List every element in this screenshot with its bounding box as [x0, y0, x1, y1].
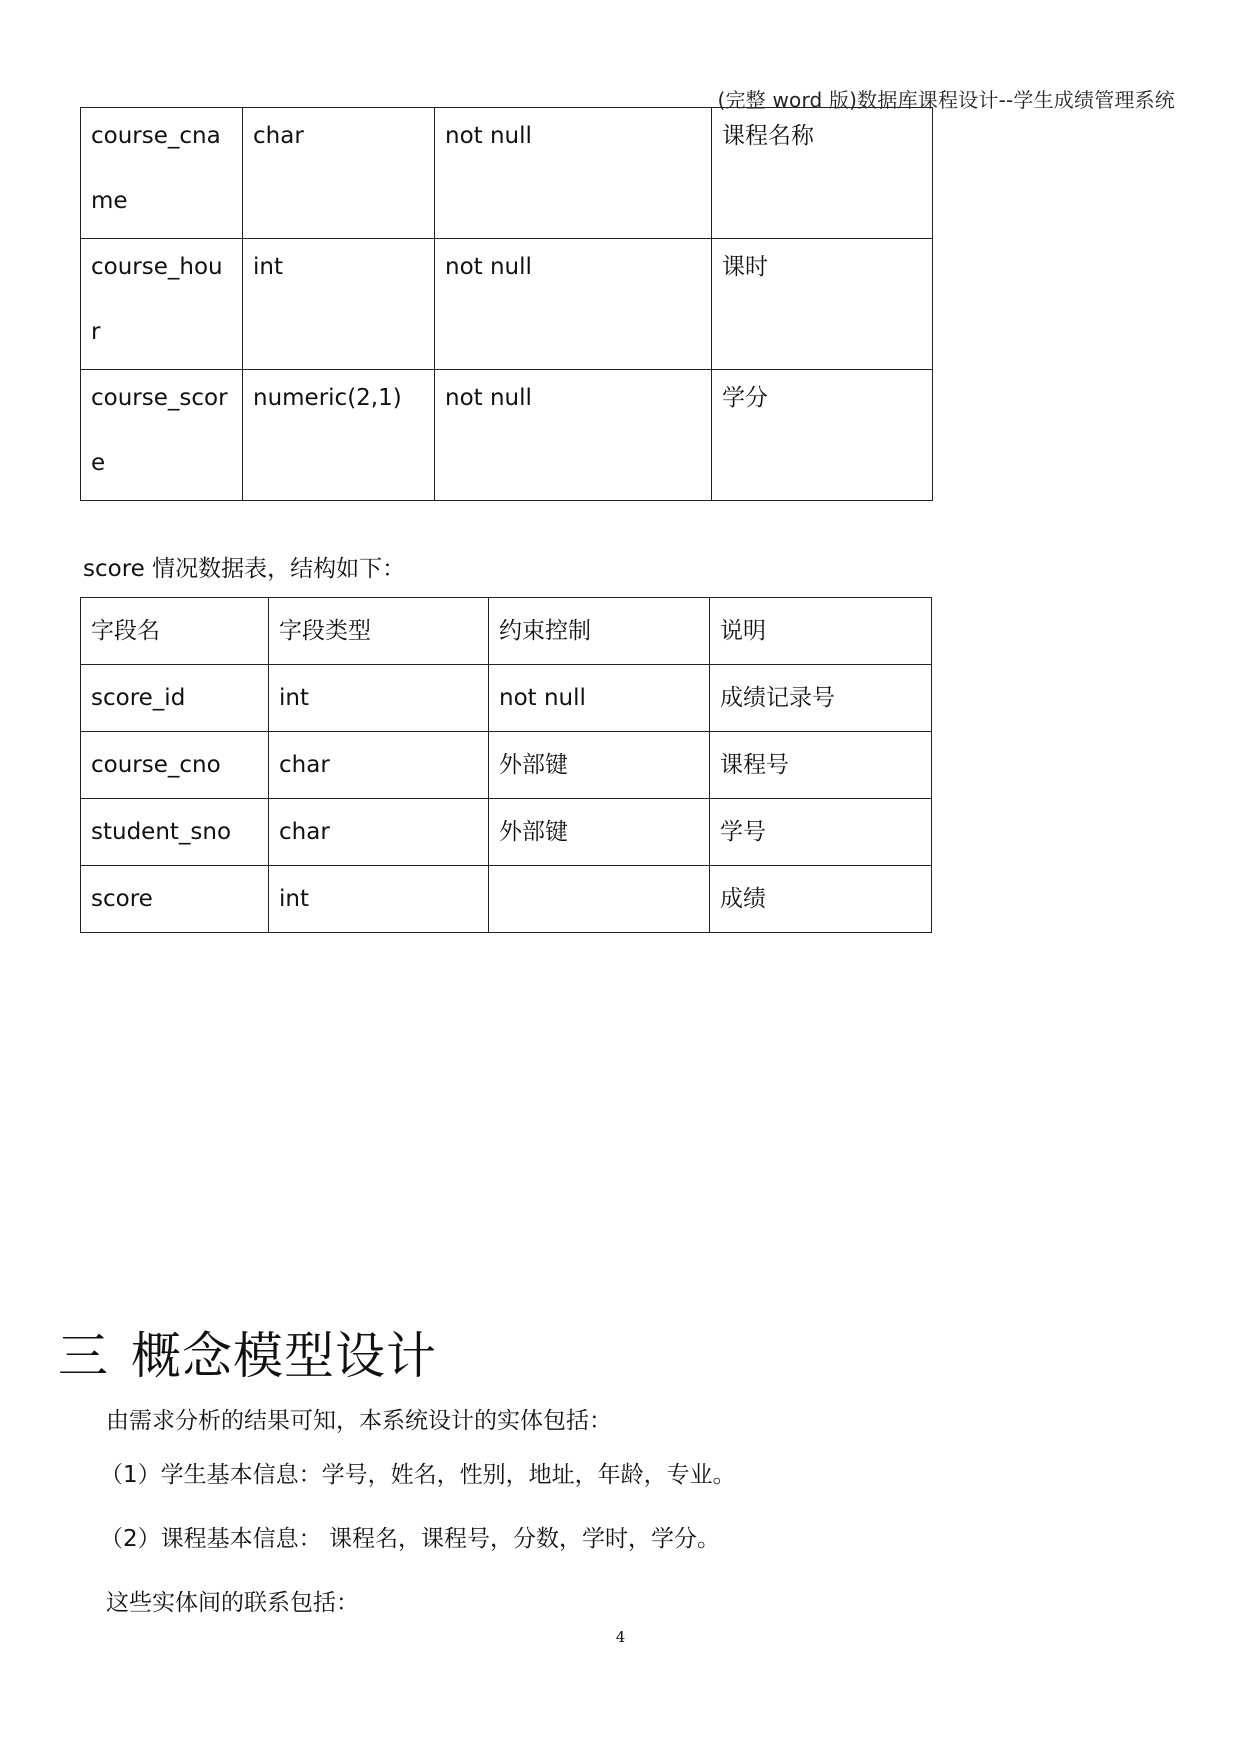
table-cell: numeric(2,1) [243, 370, 435, 501]
column-header: 字段类型 [269, 598, 489, 665]
table-cell: int [243, 239, 435, 370]
section-heading [58, 1316, 437, 1388]
table-cell: 成绩记录号 [710, 665, 932, 732]
table-cell: 课时 [712, 239, 933, 370]
section-title: 概念模型设计 [131, 1327, 437, 1385]
table-cell: course_cno [81, 732, 269, 799]
page-number: 4 [615, 1628, 626, 1646]
table-cell: not null [435, 370, 712, 501]
section-number: 三 [58, 1327, 109, 1385]
table-cell: 课程号 [710, 732, 932, 799]
table-row [81, 239, 933, 370]
table-cell: student_sno [81, 799, 269, 866]
table-cell: 外部键 [489, 799, 710, 866]
relations-paragraph: 这些实体间的联系包括： [106, 1590, 359, 1616]
table-cell: course_hour [81, 239, 243, 370]
entity-item-student: （1）学生基本信息：学号，姓名，性别，地址，年龄，专业。 [100, 1462, 736, 1488]
table-cell: course_score [81, 370, 243, 501]
table-row [81, 866, 932, 933]
table-row [81, 370, 933, 501]
table-row [81, 799, 932, 866]
page-header: (完整 word 版)数据库课程设计--学生成绩管理系统 [717, 88, 1175, 112]
table-row [81, 665, 932, 732]
column-header: 约束控制 [489, 598, 710, 665]
table-cell: char [243, 108, 435, 239]
table-cell: 学号 [710, 799, 932, 866]
score-table [80, 597, 932, 933]
table-cell: score_id [81, 665, 269, 732]
table-row [81, 108, 933, 239]
table-cell: 外部键 [489, 732, 710, 799]
table-cell: 课程名称 [712, 108, 933, 239]
intro-paragraph: 由需求分析的结果可知，本系统设计的实体包括： [106, 1408, 612, 1434]
column-header: 说明 [710, 598, 932, 665]
table-cell: char [269, 799, 489, 866]
table-cell: 成绩 [710, 866, 932, 933]
table-cell: course_cname [81, 108, 243, 239]
course-table [80, 107, 933, 501]
table-cell [489, 866, 710, 933]
table-row [81, 732, 932, 799]
table-cell: not null [435, 239, 712, 370]
entity-item-course: （2）课程基本信息： 课程名，课程号，分数，学时，学分。 [100, 1526, 720, 1552]
score-table-caption: score 情况数据表，结构如下： [83, 556, 406, 582]
table-cell: not null [489, 665, 710, 732]
table-cell: int [269, 866, 489, 933]
table-cell: 学分 [712, 370, 933, 501]
table-cell: int [269, 665, 489, 732]
column-header: 字段名 [81, 598, 269, 665]
table-header-row [81, 598, 932, 665]
table-cell: char [269, 732, 489, 799]
table-cell: score [81, 866, 269, 933]
table-cell: not null [435, 108, 712, 239]
